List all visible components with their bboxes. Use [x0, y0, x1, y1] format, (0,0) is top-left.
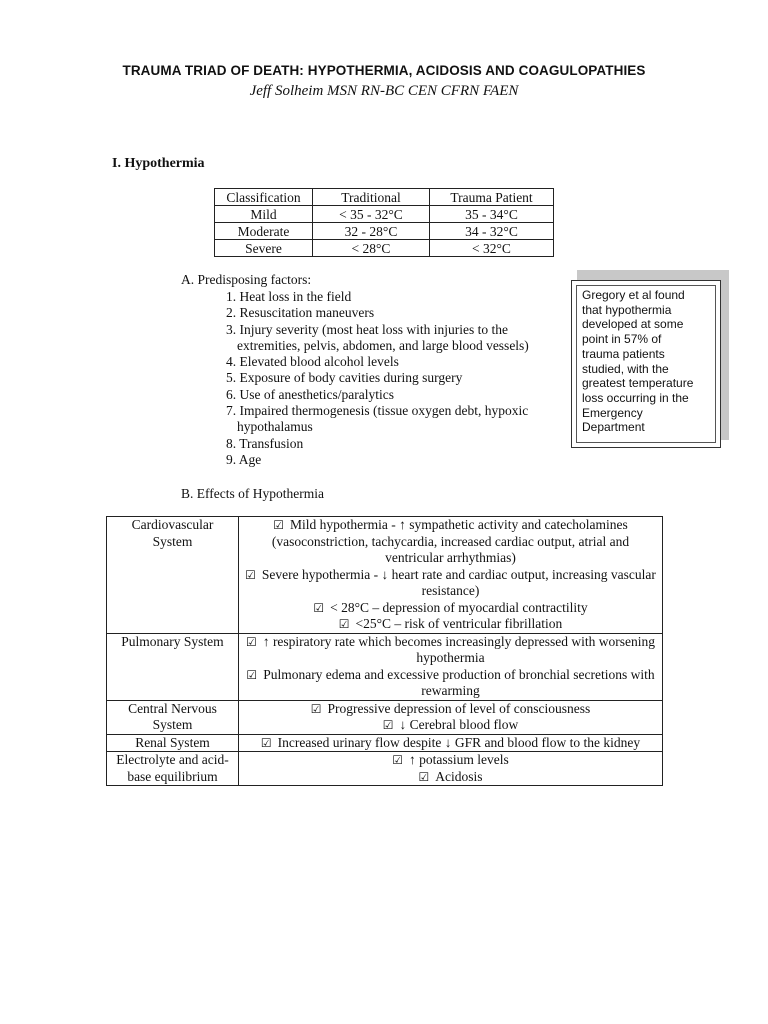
- table-row: [107, 700, 663, 734]
- effect-line: [243, 667, 658, 700]
- list-item: 8. Transfusion: [226, 435, 304, 451]
- table-row: [107, 517, 663, 634]
- callout-text: Gregory et al found that hypothermia developed at some point in 57% of trauma patients studied, with the greatest temperature loss occurring in the Emergency Department: [582, 288, 694, 435]
- table-cell: 34 - 32°C: [430, 223, 554, 240]
- list-item: 6. Use of anesthetics/paralytics: [226, 386, 394, 402]
- system-cell: Central Nervous System: [107, 700, 239, 734]
- effect-line: [243, 567, 658, 600]
- effects-cell: [239, 517, 663, 634]
- checkbox-icon: ☑: [313, 600, 325, 615]
- effect-text: ↓ Cerebral blood flow: [399, 717, 519, 732]
- effects-table: [106, 516, 663, 786]
- effect-text: Acidosis: [435, 768, 483, 784]
- effect-line: [243, 769, 658, 786]
- list-item: 1. Heat loss in the field: [226, 289, 352, 304]
- header-cell: Classification: [215, 189, 313, 206]
- checkbox-icon: ☑: [382, 718, 394, 732]
- effects-cell: [239, 633, 663, 700]
- table-row: [215, 223, 554, 240]
- effects-cell: [239, 734, 663, 752]
- section-heading-hypothermia: I. Hypothermia: [112, 156, 205, 171]
- effects-heading: B. Effects of Hypothermia: [181, 486, 324, 501]
- effect-line: [243, 517, 658, 567]
- list-item: 5. Exposure of body cavities during surgery: [226, 370, 463, 386]
- effects-cell: [239, 700, 663, 734]
- effect-text: Increased urinary flow despite ↓ GFR and blood flow to the kidney: [277, 734, 641, 750]
- system-cell: Electrolyte and acid-base equilibrium: [107, 752, 239, 786]
- system-cell: Pulmonary System: [107, 633, 239, 700]
- table-cell: 32 - 28°C: [313, 223, 430, 240]
- table-cell: < 32°C: [430, 240, 554, 257]
- header-cell: Traditional: [313, 189, 430, 206]
- list-item: 7. Impaired thermogenesis (tissue oxygen debt, hypoxic hypothalamus: [226, 403, 529, 435]
- effect-text: < 28°C – depression of myocardial contractility: [330, 599, 588, 615]
- effects-cell: [239, 752, 663, 786]
- system-cell: Renal System: [107, 734, 239, 752]
- author-line: Jeff Solheim MSN RN-BC CEN CFRN FAEN: [249, 83, 519, 99]
- checkbox-icon: ☑: [246, 634, 257, 649]
- list-item: 2. Resuscitation maneuvers: [226, 305, 375, 321]
- predisposing-factors-list: [226, 289, 566, 468]
- table-row: [107, 633, 663, 700]
- table-cell: Moderate: [215, 223, 313, 240]
- header-cell: Trauma Patient: [430, 189, 554, 206]
- effect-line: [243, 634, 658, 667]
- effect-line: [243, 701, 658, 718]
- checkbox-icon: ☑: [310, 701, 322, 716]
- effect-text: ↑ respiratory rate which becomes increasingly depressed with worsening hypothermia: [262, 633, 655, 665]
- system-cell: Cardiovascular System: [107, 517, 239, 634]
- effect-line: [243, 717, 658, 734]
- table-cell: Severe: [215, 240, 313, 257]
- list-item: 3. Injury severity (most heat loss with injuries to the extremities, pelvis, abdomen, and large blood vessels): [226, 321, 529, 353]
- checkbox-icon: ☑: [245, 567, 256, 582]
- classification-table: [214, 188, 554, 257]
- table-cell: < 35 - 32°C: [313, 206, 430, 223]
- callout-box: [571, 280, 721, 448]
- effect-text: Pulmonary edema and excessive production of bronchial secretions with rewarming: [263, 666, 655, 698]
- effect-text: Severe hypothermia - ↓ heart rate and cardiac output, increasing vascular resistance): [261, 566, 656, 598]
- effect-text: Progressive depression of level of consciousness: [327, 700, 591, 716]
- effect-text: ↑ potassium levels: [409, 752, 509, 767]
- predisposing-heading: A. Predisposing factors:: [181, 272, 312, 287]
- list-item: 9. Age: [226, 451, 262, 467]
- table-cell: < 28°C: [313, 240, 430, 257]
- effect-text: Mild hypothermia - ↑ sympathetic activity and catecholamines (vasoconstriction, tachycardia, increased cardiac output, atrial and ventricular arrhythmias): [271, 517, 630, 565]
- checkbox-icon: ☑: [418, 769, 430, 784]
- table-row: [107, 752, 663, 786]
- effect-line: [243, 600, 658, 617]
- table-cell: Mild: [215, 206, 313, 223]
- table-cell: 35 - 34°C: [430, 206, 554, 223]
- table-row: [107, 734, 663, 752]
- table-row: [215, 240, 554, 257]
- effect-line: [243, 735, 658, 752]
- effect-text: <25°C – risk of ventricular fibrillation: [355, 616, 563, 631]
- effect-line: [243, 752, 658, 769]
- checkbox-icon: ☑: [338, 617, 350, 631]
- checkbox-icon: ☑: [273, 518, 284, 532]
- checkbox-icon: ☑: [260, 735, 272, 750]
- checkbox-icon: ☑: [392, 753, 403, 767]
- list-item: 4. Elevated blood alcohol levels: [226, 354, 399, 370]
- table-header-row: [215, 189, 554, 206]
- document-title: TRAUMA TRIAD OF DEATH: HYPOTHERMIA, ACIDOSIS AND COAGULOPATHIES: [122, 63, 646, 78]
- effect-line: [243, 616, 658, 633]
- checkbox-icon: ☑: [246, 667, 258, 682]
- table-row: [215, 206, 554, 223]
